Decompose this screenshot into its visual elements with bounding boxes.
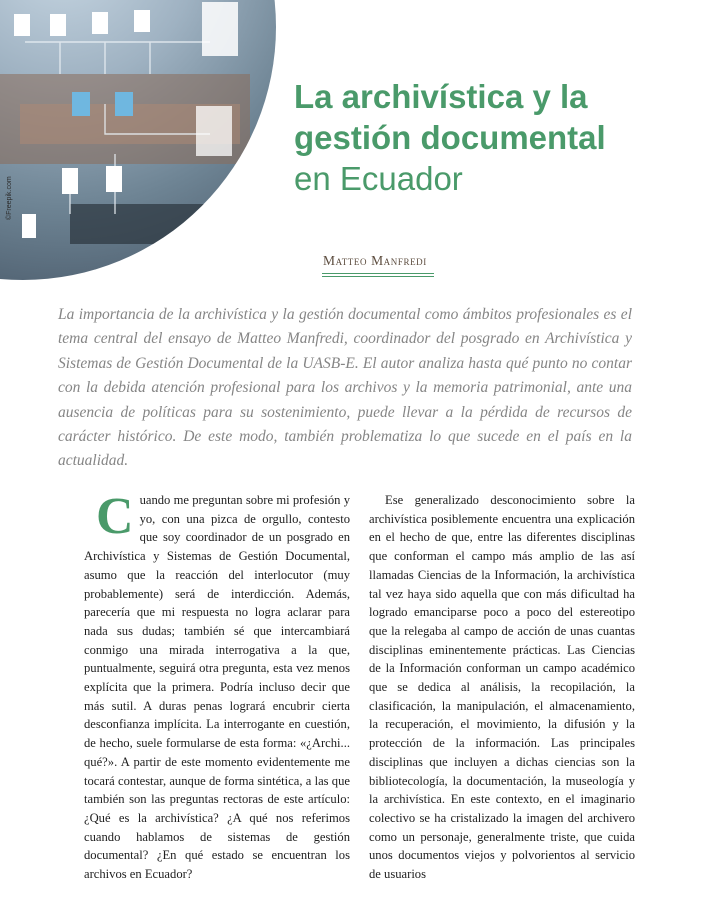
- keyboard-shape: [70, 204, 270, 244]
- article-title: [294, 76, 704, 199]
- body-text-right: Ese generalizado desconocimiento sobre la archivística posiblemente encuentra una explicación en el hecho de que, entre las diferentes disciplinas que conforman el campo más amplio de las así llamadas Ciencias de la Información, la archivística tal vez haya sido aquella que con más dificultad ha logrado emanciparse poco a poco del estereotipo que la relegaba al campo de acción de unas cuantas disciplinas eminentemente prácticas. Las Ciencias de la Información conforman un campo académico que se dedica al análisis, la recopilación, la clasificación, la manipulación, el almacenamiento, la recuperación, el movimiento, la difusión y la protección de la información. Las principales disciplinas que incluyen a dichas ciencias son la bibliotecología, la documentación, la museología y la archivística. En este contexto, en el imaginario colectivo se ha cristalizado la imagen del archivero como un personaje, generalmente triste, que cuida unos documentos viejos y polvorientos al servicio de usuarios: [369, 493, 635, 882]
- document-icon: [22, 214, 36, 238]
- header-photo: [0, 0, 290, 285]
- document-network-illustration: [0, 0, 276, 280]
- document-icon: [14, 14, 30, 36]
- author-underline-secondary: [322, 276, 434, 277]
- title-line-3: en Ecuador: [294, 160, 463, 197]
- document-icon: [92, 12, 108, 34]
- abstract: La importancia de la archivística y la gestión documental como ámbitos profesionales es el tema central del ensayo de Matteo Manfredi, coordinador del posgrado en Archivística y Sistemas de Gestión Documental de la UASB-E. El autor analiza hasta qué punto no contar con la debida atención profesional para los archivos y la memoria patrimonial, ante una ausencia de políticas para su sostenimiento, puede llevar a la pérdida de recursos de carácter histórico. De este modo, también problematiza lo que sucede en el país en la actualidad.: [58, 306, 632, 470]
- drop-cap: C: [96, 488, 134, 545]
- body-column-left: [84, 488, 350, 884]
- author-underline: [322, 273, 434, 274]
- document-page: [196, 106, 232, 156]
- photo-credit: ©Freepik.com: [6, 176, 13, 220]
- author-name: Matteo Manfredi: [323, 253, 427, 268]
- body-text-left: uando me preguntan sobre mi profesión y yo, con una pizca de orgullo, contesto que soy coordinador de un posgrado en Archivística y Sistemas de Gestión Documental, asumo que la reacción del interlocutor (muy probablemente) será de interdicción. Además, parecería que mi respuesta no logra aclarar para nada sus dudas; también sé que intercambiará conmigo una mirada interrogativa a la que, puntualmente, seguirá otra pregunta, esta vez menos explícita que la primera. Podría incluso decir que más sutil. A duras penas logrará encubrir cierta desconfianza implícita. La interrogante en cuestión, de hecho, suele formularse de esta forma: «¿Archi... qué?». A partir de este momento evidentemente me tocará contestar, aunque de forma sintética, a las que también son las preguntas rectoras de este artículo: ¿Qué es la archivística? ¿A qué nos referimos cuando hablamos de sistemas de gestión documental? ¿En qué estado se encuentran los archivos en Ecuador?: [84, 493, 350, 882]
- document-icon-highlighted: [72, 92, 90, 116]
- title-line-1: La archivística y la: [294, 78, 588, 115]
- photo-circle: [0, 0, 276, 280]
- document-icon: [62, 168, 78, 194]
- document-icon: [50, 14, 66, 36]
- document-page: [202, 2, 238, 56]
- document-icon: [134, 10, 150, 32]
- document-icon-highlighted: [115, 92, 133, 116]
- document-icon: [106, 166, 122, 192]
- body-column-right: [369, 491, 635, 884]
- title-line-2: gestión documental: [294, 119, 606, 156]
